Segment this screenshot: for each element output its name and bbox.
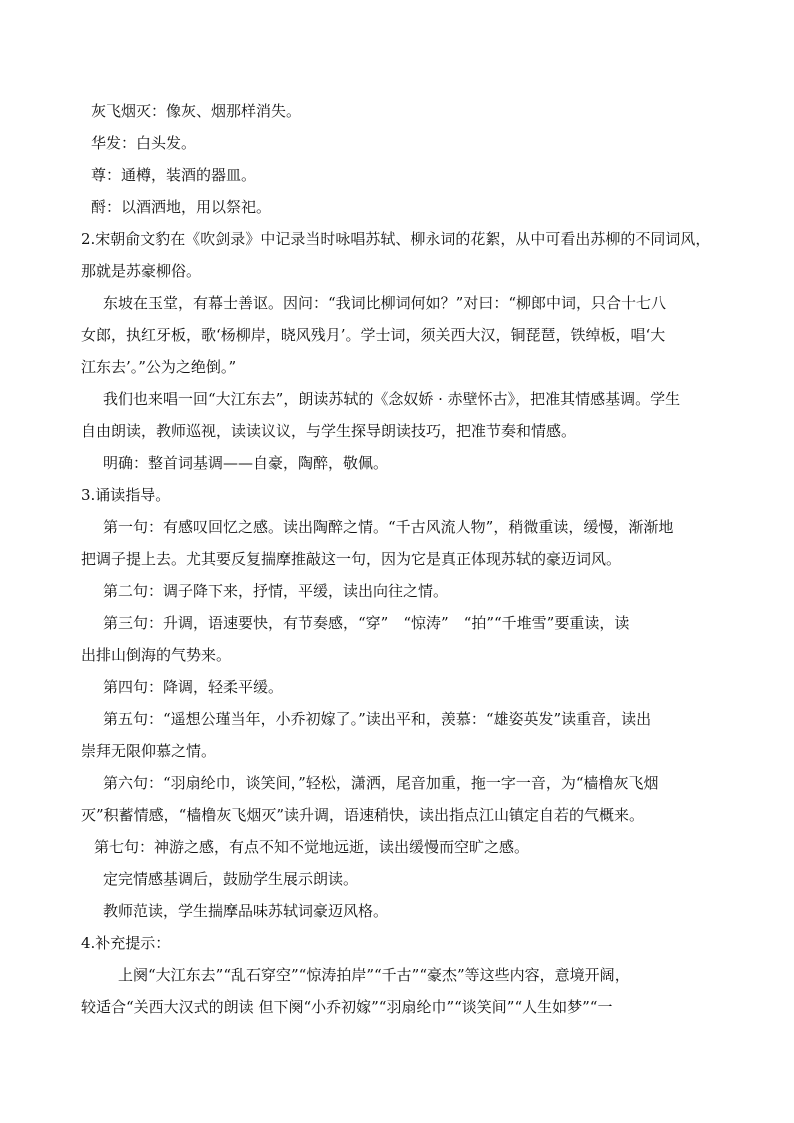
paragraph-line: 第四句：降调，轻柔平缓。 <box>103 678 284 696</box>
paragraph-line: 崇拜无限仰慕之情。 <box>81 742 217 760</box>
paragraph-line: 那就是苏豪柳俗。 <box>81 262 202 280</box>
section-heading: 4.补充提示： <box>81 934 171 952</box>
paragraph-line: 把调子提上去。尤其要反复揣摩推敲这一句，因为它是真正体现苏轼的豪迈词风。 <box>81 550 622 568</box>
paragraph-line: 定完情感基调后，鼓励学生展示朗读。 <box>103 870 359 888</box>
paragraph-line: 第七句：神游之感，有点不知不觉地远逝，读出缓慢而空旷之感。 <box>94 838 530 856</box>
paragraph-line: 第一句：有感叹回忆之感。读出陶醉之情。“千古风流人物”，稍微重读，缓慢，渐渐地 <box>103 518 674 536</box>
section-heading: 3.诵读指导。 <box>81 486 171 504</box>
paragraph-line: 明确：整首词基调——自豪，陶醉，敬佩。 <box>103 454 389 472</box>
paragraph-line: 较适合“关西大汉式的朗读 但下阕“小乔初嫁”“羽扇纶巾”“谈笑间”“人生如梦”“一 <box>81 998 613 1016</box>
paragraph-line: 第六句：“羽扇纶巾，谈笑间，”轻松，潇洒，尾音加重，拖一字一音，为“樯橹灰飞烟 <box>103 774 659 792</box>
definition-line: 酹：以酒洒地，用以祭祀。 <box>91 198 272 216</box>
quote-line: 江东去’。”公为之绝倒。” <box>81 358 237 376</box>
paragraph-line: 第二句：调子降下来，抒情，平缓，读出向往之情。 <box>103 582 449 600</box>
paragraph-line: 出排山倒海的气势来。 <box>81 646 232 664</box>
paragraph-line: 第五句：“遥想公瑾当年，小乔初嫁了。”读出平和，羡慕：“雄姿英发”读重音，读出 <box>103 710 652 728</box>
definition-line: 华发：白头发。 <box>91 134 197 152</box>
paragraph-line: 教师范读，学生揣摩品味苏轼词豪迈风格。 <box>103 902 389 920</box>
definition-line: 灰飞烟灭：像灰、烟那样消失。 <box>91 102 302 120</box>
paragraph-line: 灭”积蓄情感，“樯橹灰飞烟灭”读升调，语速稍快，读出指点江山镇定自若的气概来。 <box>81 806 645 824</box>
section-heading: 2.宋朝俞文豹在《吹剑录》中记录当时咏唱苏轼、柳永词的花絮，从中可看出苏柳的不同词风， <box>81 230 711 248</box>
quote-line: 女郎，执红牙板，歌‘杨柳岸，晓风残月’。学士词，须关西大汉，铜琵琶，铁绰板，唱‘大 <box>81 326 666 344</box>
definition-line: 尊：通樽，装酒的器皿。 <box>91 166 257 184</box>
paragraph-line: 第三句：升调，语速要快，有节奏感，“穿” “惊涛” “拍”“千堆雪”要重读，读 <box>103 614 630 632</box>
paragraph-line: 上阕“大江东去”“乱石穿空”“惊涛拍岸”“千古”“豪杰”等这些内容，意境开阔， <box>118 966 630 984</box>
quote-line: 东坡在玉堂，有幕士善讴。因问：“我词比柳词何如？”对曰：“柳郎中词，只合十七八 <box>103 294 667 312</box>
paragraph-line: 自由朗读，教师巡视，读读议议，与学生探导朗读技巧，把准节奏和情感。 <box>81 422 577 440</box>
paragraph-line: 我们也来唱一回“大江东去”，朗读苏轼的《念奴娇 · 赤壁怀古》，把准其情感基调。学生 <box>103 390 681 408</box>
